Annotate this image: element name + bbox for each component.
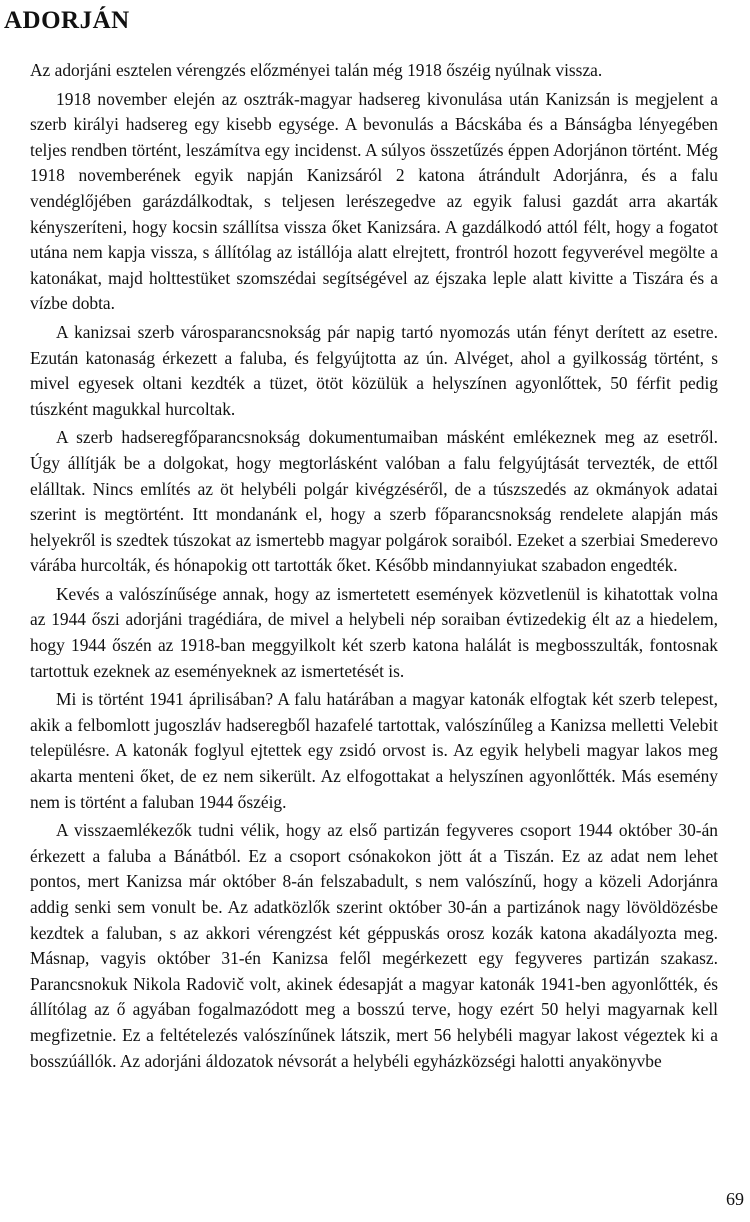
- paragraph-2: 1918 november elején az osztrák-magyar hadsereg kivonulása után Kanizsán is megjelent a szerb királyi hadsereg egy kisebb egysége. A bevonulás a Bácskába és a Bánságba lényegében teljes rendben történt, leszámítva egy incidenst. A súlyos összetűzés éppen Adorjánon történt. Még 1918 novemberének egyik napján Kanizsáról 2 katona átrándult Adorjánra, és a falu vendéglőjében garázdálkodtak, s teljesen lerészegedve az egyik falusi gazdát arra akarták kényszeríteni, hogy kocsin szállítsa vissza őket Kanizsára. A gazdálkodó attól félt, hogy a fogatot utána nem kapja vissza, s állítólag az istállója alatt elrejtett, frontról hozott fegyverével megölte a katonákat, majd holttestüket szomszédai segítségével az éjszaka leple alatt kivitte a Tiszára és a vízbe dobta.: [30, 88, 718, 314]
- page-number: 69: [726, 1189, 744, 1209]
- paragraph-3: A kanizsai szerb városparancsnokság pár napig tartó nyomozás után fényt derített az esetre. Ezután katonaság érkezett a faluba, és felgyújtotta az ún. Alvéget, ahol a gyilkosság történt, s mivel egyesek oltani kezdték a tüzet, ötöt közülük a helyszínen agyonlőttek, 50 férfit pedig túszként magukkal hurcoltak.: [30, 321, 718, 419]
- paragraph-5: Kevés a valószínűsége annak, hogy az ismertetett események közvetlenül is kihatottak volna az 1944 őszi adorjáni tragédiára, de mivel a helybeli nép soraiban évtizedekig élt az a hiedelem, hogy 1944 őszén az 1918-ban meggyilkolt két szerb katona halálát is megbosszulták, fontosnak tartottuk ezeknek az eseményeknek az ismertetését is.: [30, 583, 718, 681]
- body-text: [30, 58, 718, 1074]
- paragraph-4: A szerb hadseregfőparancsnokság dokumentumaiban másként emlékeznek meg az esetről. Úgy állítják be a dolgokat, hogy megtorlásként valóban a falu felgyújtását tervezték, de ettől elálltak. Nincs említés az öt helybéli polgár kivégzéséről, de a túszszedés az okmányok adatai szerint is megtörtént. Itt mondanánk el, hogy a szerb főparancsnokság rendelete alapján más helyekről is szedtek túszokat az ismertebb magyar polgárok soraiból. Ezeket a szerbiai Smederevo várába hurcolták, és hónapokig ott tartották őket. Később mindannyiukat szabadon engedték.: [30, 427, 718, 576]
- paragraph-6: Mi is történt 1941 áprilisában? A falu határában a magyar katonák elfogtak két szerb telepest, akik a felbomlott jugoszláv hadseregből hazafelé tartottak, valószínűleg a Kanizsa melletti Velebit településre. A katonák foglyul ejtettek egy zsidó orvost is. Az egyik helybeli magyar lakos meg akarta menteni őket, de ez nem sikerült. Az elfogottakat a helyszínen agyonlőtték. Más esemény nem is történt a faluban 1944 őszéig.: [30, 689, 718, 812]
- paragraph-7: A visszaemlékezők tudni vélik, hogy az első partizán fegyveres csoport 1944 október 30-án érkezett a faluba a Bánátból. Ez a csoport csónakokon jött át a Tiszán. Ez az adat nem lehet pontos, mert Kanizsa már október 8-án felszabadult, s nem valószínű, hogy a közeli Adorjánra addig senki sem vonult be. Az adatközlők szerint október 30-án a partizánok nagy lövöldözésbe kezdtek a faluban, s az akkori vérengzést két géppuskás orosz kozák katona akadályozta meg. Másnap, vagyis október 31-én Kanizsa felől megérkezett egy fegyveres partizán szakasz. Parancsnokuk Nikola Radovič volt, akinek édesapját a magyar katonák 1941-ben agyonlőtték, és állítólag az ő agyában fogalmazódott meg a bosszú terve, hogy ezért 50 helyi magyarnak kell megfizetnie. Ez a feltételezés valószínűnek látszik, mert 56 helybéli magyar lakost végeztek ki a bosszúállók. Az adorjáni áldozatok névsorát a helybéli egyházközségi halotti anyakönyvbe: [30, 820, 718, 1071]
- paragraph-1: Az adorjáni esztelen vérengzés előzményei talán még 1918 őszéig nyúlnak vissza.: [30, 60, 603, 80]
- page-title: ADORJÁN: [4, 7, 130, 34]
